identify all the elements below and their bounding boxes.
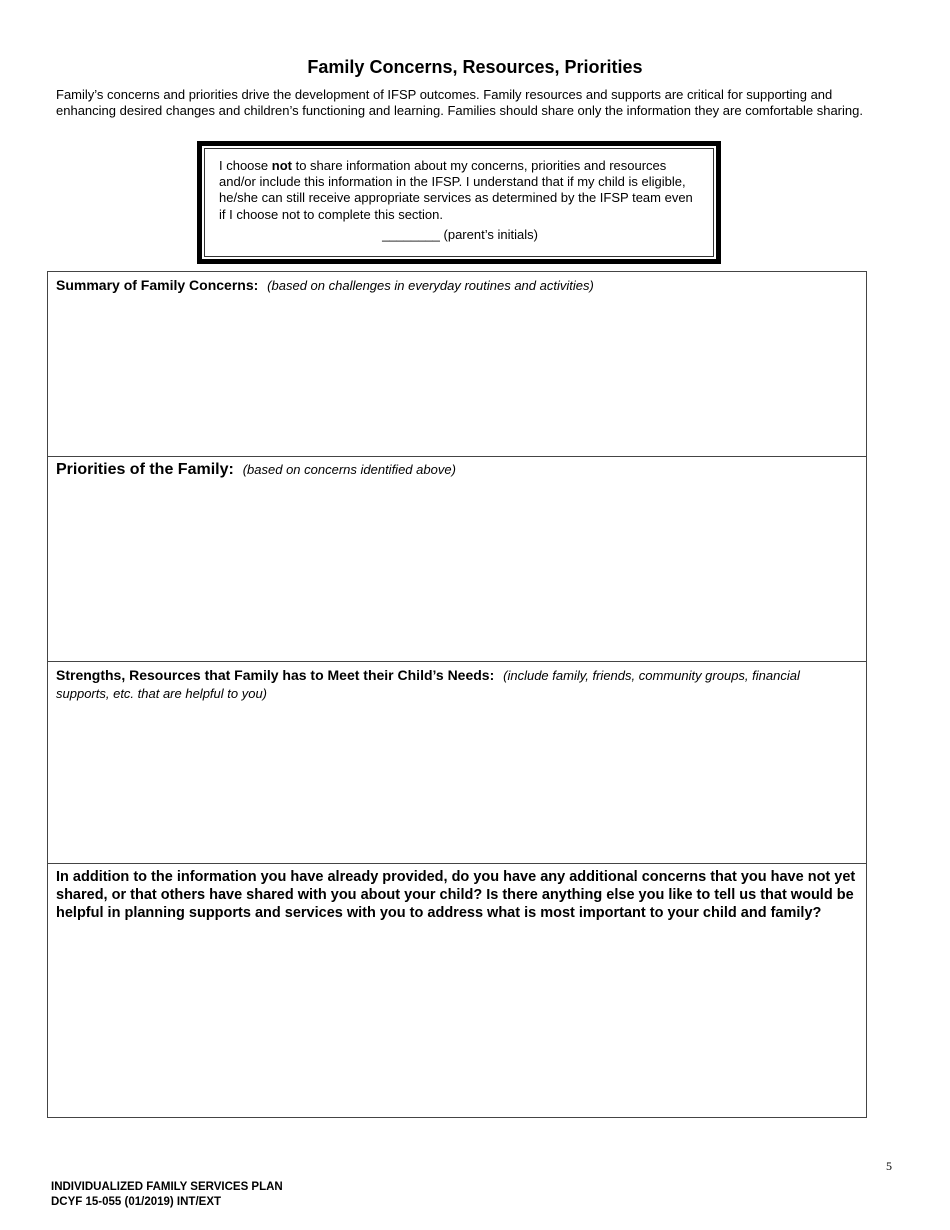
opt-out-text-before: I choose <box>219 158 272 173</box>
page-title: Family Concerns, Resources, Priorities <box>307 57 643 77</box>
section-note: (based on challenges in everyday routines and activities) <box>267 278 594 293</box>
opt-out-inner-frame <box>204 148 714 257</box>
form-footer <box>51 1180 283 1209</box>
section-heading: Summary of Family Concerns: <box>56 277 259 293</box>
parent-initials-label: (parent’s initials) <box>439 226 538 242</box>
opt-out-box <box>197 141 721 264</box>
footer-form-title: INDIVIDUALIZED FAMILY SERVICES PLAN <box>51 1181 283 1193</box>
section-strengths-resources[interactable] <box>48 662 866 864</box>
section-additional-concerns[interactable] <box>48 864 866 1117</box>
section-family-concerns[interactable] <box>48 272 866 457</box>
opt-out-statement <box>219 158 701 223</box>
intro-paragraph: Family’s concerns and priorities drive the development of IFSP outcomes. Family resources and supports are critical for supporting and enhancing desired changes and children’s functioning and learning. Families should share only the information they are comfortable sharing. <box>56 87 863 119</box>
parent-initials-field[interactable]: ________ <box>382 226 440 242</box>
section-heading: In addition to the information you have already provided, do you have any additional concerns that you have not yet shared, or that others have shared with you about your child? Is there anything else you like to tell us that would be helpful in planning supports and services with you to address what is most important to your child and family? <box>56 869 856 921</box>
section-heading: Strengths, Resources that Family has to Meet their Child’s Needs: <box>56 667 495 683</box>
page-number: 5 <box>886 1159 892 1173</box>
opt-out-text-bold: not <box>271 158 292 173</box>
section-heading: Priorities of the Family: <box>56 461 234 478</box>
section-note: (based on concerns identified above) <box>242 462 456 477</box>
parent-initials-line <box>219 227 701 243</box>
section-family-priorities[interactable] <box>48 457 866 662</box>
family-form-table <box>47 271 867 1118</box>
section-note: (include family, friends, community groups, financial supports, etc. that are helpful to you) <box>56 668 800 701</box>
opt-out-text-after: to share information about my concerns, priorities and resources and/or include this information in the IFSP. I understand that if my child is eligible, he/she can still receive appropriate services as determined by the IFSP team even if I choose not to complete this section. <box>219 158 693 222</box>
footer-form-code: DCYF 15-055 (01/2019) INT/EXT <box>51 1195 222 1208</box>
